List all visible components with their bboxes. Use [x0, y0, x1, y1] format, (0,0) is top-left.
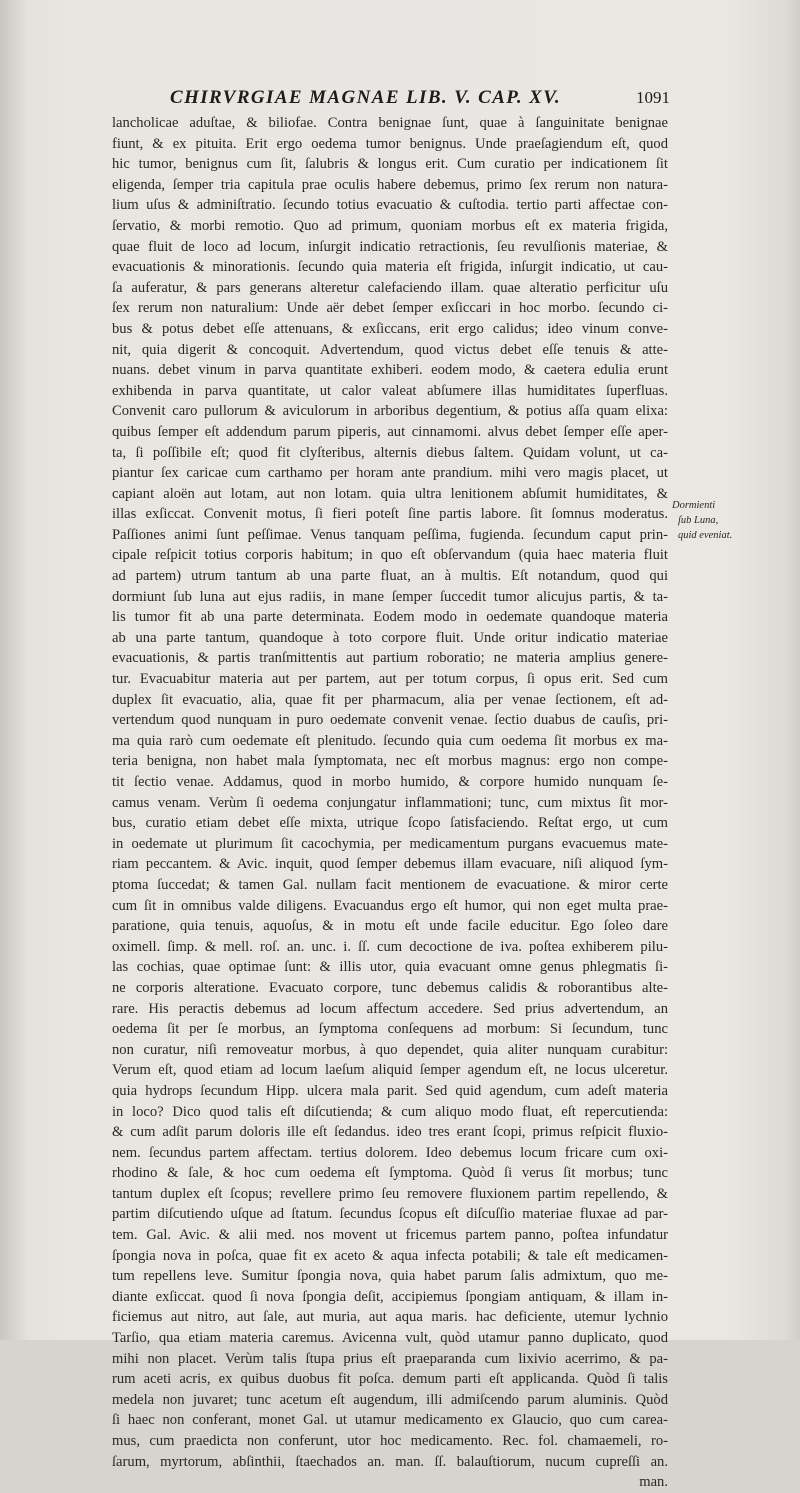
- text-line: cum ſit in omnibus valde diligens. Evacuandus ergo eſt humor, qui non eget multa prae-: [112, 897, 668, 914]
- text-line: paratione, quia tenuis, aquoſus, & in motu eſt unde facile educitur. Ego ſoleo dare: [112, 918, 668, 935]
- text-line: lium uſus & adminiſtratio. ſecundo totius evacuatio & cuſtodia. tertio parti affectae con-: [112, 197, 668, 214]
- text-line: mihi non placet. Verùm talis ſtupa prius eſt praeparanda cum lixivio acerrimo, & pa-: [112, 1350, 668, 1367]
- text-line: eligenda, ſemper tria capitula prae oculis habere debemus, primo ſex rerum non natura-: [112, 176, 668, 193]
- text-line: las cochias, quae optimae ſunt: & illis utor, quia evacuant omne genus phlegmatis ſi-: [112, 959, 668, 976]
- text-line: diante exſiccat. quod ſi nova ſpongia deſit, accipiemus ſpongiam antiquam, & illam in-: [112, 1288, 668, 1305]
- text-line: ſi haec non conferant, monet Gal. ut utamur medicamento ex Glaucio, quo cum carea-: [112, 1412, 668, 1429]
- text-line: in oedemate ut plurimum ſit cacochymia, per medicamentum purgans evacuemus mate-: [112, 835, 668, 852]
- margin-note-line: quid eveniat.: [678, 530, 733, 541]
- text-line: lancholicae aduſtae, & biliofae. Contra benignae ſunt, quae à ſanguinitate benignae: [112, 115, 668, 131]
- text-line: nuans. debet vinum in parva quantitate exhiberi. eodem modo, & caetera edulia erunt: [112, 362, 668, 379]
- text-line: tit ſectio venae. Addamus, quod in morbo humido, & corpore humido nunquam ſe-: [112, 774, 668, 790]
- text-line: tantum duplex eſt ſcopus; revellere primo ſeu removere fluxionem partim repellendo, &: [112, 1185, 668, 1202]
- text-line: ab una parte tantum, quandoque à toto corpore fluit. Unde oritur indicatio materiae: [112, 629, 668, 646]
- text-line: rum aceti acris, ex quibus duobus fit poſca. demum parti eſt applicanda. Quòd ſi talis: [112, 1371, 668, 1388]
- text-line: ſarum, myrtorum, abſinthii, ſtaechados an. man. ſſ. balauſtiorum, nucum cupreſſi an.: [112, 1453, 668, 1470]
- margin-note-line: Dormienti: [672, 500, 716, 511]
- text-line: partim diſcutiendo uſque ad ſtatum. ſecundus ſcopus eſt diſcuſſio materiae fluxae ad par-: [112, 1206, 668, 1223]
- text-line: tur. Evacuabitur materia aut per partem, aut per totum corpus, ſi opus erit. Sed cum: [112, 671, 668, 688]
- text-line: vertendum quod nunquam in puro oedemate convenit venae. ſectio duabus de cauſis, pri-: [112, 712, 668, 729]
- text-line: ficiemus aut nitro, aut ſale, aut muria, aut aqua maris. hac deficiente, utemur lychnio: [112, 1309, 668, 1326]
- text-line: Tarſio, qua etiam materia caremus. Avicenna vult, quòd utamur panno duplicato, quod: [112, 1330, 668, 1347]
- text-line: ne corporis alteratione. Evacuato corpore, tunc debemus calidis & roborantibus alte-: [112, 979, 668, 996]
- text-line: lis tumor fit ab una parte determinata. Eodem modo in oedemate quandoque materia: [112, 609, 668, 626]
- text-line: mus, cum praedicta non conferunt, utor hoc medicamento. Rec. fol. chamaemeli, ro-: [112, 1433, 668, 1449]
- text-line: Paſſiones animi ſunt peſſimae. Venus tanquam peſſima, fugienda. ſecundum caput prin-: [112, 526, 668, 543]
- text-line: evacuationis, & partis tranſmittentis aut partium roboratio; ne materia amplius genere-: [112, 650, 668, 667]
- page-number: 1091: [636, 88, 670, 107]
- margin-note-line: ſub Luna,: [678, 515, 719, 526]
- text-line: medela non juvaret; tunc acetum eſt augendum, illi admiſcendo parum aluminis. Quòd: [112, 1391, 668, 1408]
- text-line: riam peccantem. & Avic. inquit, quod ſemper debemus illam evacuare, niſi aliquod ſym-: [112, 856, 668, 873]
- text-line: capiant aloën aut lotam, aut non lotam. quia ultra lenitionem abſumit humiditates, &: [112, 485, 668, 502]
- text-line: nit, quia digerit & concoquit. Advertendum, quod victus debet eſſe tenuis & atte-: [112, 341, 668, 358]
- text-line: nem. ſecundus partem affectam. tertius dolorem. Ideo debemus locum fricare cum oxi-: [112, 1144, 668, 1161]
- text-line: duplex ſit evacuatio, alia, quae fit per pharmacum, alia per venae ſectionem, eſt ad-: [112, 691, 668, 708]
- text-line: ſex rerum non naturalium: Unde aër debet ſemper exſiccari in hoc morbo. ſecundo ci-: [112, 300, 668, 317]
- text-line: illas exſiccat. Convenit motus, ſi fieri poteſt ſine partis labore. ſit ſomnus moderatus.: [112, 506, 668, 523]
- text-line: quibus ſemper eſt addendum parum piperis, aut cinnamomi. alvus debet ſemper eſſe aper-: [112, 423, 668, 440]
- text-line: quia hydrops ſecundum Hipp. ulcera mala parit. Sed quid agendum, cum adeſt materia: [112, 1082, 668, 1099]
- text-line: ma quia rarò cum oedemate eſt plenitudo. ſecundo quia cum oedema ſit morbus ex ma-: [112, 732, 668, 749]
- text-line: ſervatio, & morbi remotio. Quo ad primum, quoniam morbus eſt ex materia frigida,: [112, 217, 668, 234]
- text-line: & cum adſit parum doloris ille eſt ſedandus. ideo tres erant ſcopi, primus reſpicit fluxio-: [112, 1124, 668, 1141]
- text-line: piantur ſex caricae cum carthamo per horam ante prandium. mihi vero magis placet, ut: [112, 465, 668, 482]
- text-line: hic tumor, benignus cum ſit, ſalubris & longus erit. Cum curatio per indicationem ſit: [112, 156, 668, 173]
- text-line: ſpongia nova in poſca, quae fit ex aceto & aqua infecta potabili; & tale eſt medicamen-: [112, 1247, 668, 1264]
- text-line: Convenit caro pullorum & aviculorum in arboribus degentium, & potius aſſa quam elixa:: [112, 403, 668, 420]
- catchword: man.: [639, 1474, 668, 1491]
- text-line: teria benigna, non habet mala ſymptomata, nec eſt morbus magnus: ergo non compe-: [112, 753, 668, 770]
- text-line: ptoma ſuccedat; & tamen Gal. nullam facit mentionem de evacuatione. & miror certe: [112, 876, 668, 893]
- text-line: camus venam. Verùm ſi oedema conjungatur inflammationi; tunc, cum mixtus ſit mor-: [112, 794, 668, 811]
- text-line: rare. His peractis debemus ad locum affectum accedere. Sed prius advertendum, an: [112, 1000, 668, 1017]
- margin-note: [672, 498, 792, 543]
- body-text: [112, 113, 668, 1493]
- text-line: quae fluit de loco ad locum, inſurgit indicatio retractionis, ſeu revulſionis materiae, &: [112, 238, 668, 255]
- text-line: cipale reſpicit totius corporis habitum; in quo eſt obſervandum (quia haec materia fluit: [112, 547, 668, 564]
- text-line: oximell. ſimp. & mell. roſ. an. unc. i. ſſ. cum decoctione de iva. poſtea exhiberem pilu-: [112, 938, 668, 955]
- running-title: CHIRVRGIAE MAGNAE LIB. V. CAP. XV.: [170, 87, 561, 108]
- text-line: tem. Gal. Avic. & alii med. nos movent ut fricemus partem panno, poſtea infundatur: [112, 1227, 668, 1244]
- text-line: dormiunt ſub luna aut ejus radiis, in mane ſemper ſuccedit tumor alicujus partis, & ta-: [112, 588, 668, 605]
- page-header: [110, 87, 670, 113]
- text-line: non curatur, niſi removeatur morbus, à quo dependet, quia aliter nunquam curabitur:: [112, 1041, 668, 1058]
- text-line: ta, ſi poſſibile eſt; quod fit clyſteribus, alternis diebus ſaltem. Quidam volunt, ut ca-: [112, 444, 668, 461]
- text-line: oedema ſit per ſe morbus, an ſymptoma conſequens ad morbum: Si ſecundum, tunc: [112, 1021, 668, 1038]
- text-line: bus, curatio etiam debet eſſe mixta, utrique ſcopo ſatisfaciendo. Reſtat ergo, ut cum: [112, 815, 668, 832]
- text-line: fiunt, & ex pituita. Erit ergo oedema tumor benignus. Unde praeſagiendum eſt, quod: [112, 135, 668, 152]
- text-line: tum repellens leve. Sumitur ſpongia nova, quia habet parum ſalis admixtum, quo me-: [112, 1268, 668, 1285]
- text-line: Verum eſt, quod etiam ad locum laeſum aliquid ſemper agendum eſt, ne locus ulceretur.: [112, 1062, 668, 1079]
- text-line: rhodino & ſale, & hoc cum oedema eſt ſymptoma. Quòd ſi verus ſit morbus; tunc: [112, 1165, 668, 1182]
- text-line: ad partem) utrum tantum ab una parte fluat, an à multis. Eſt notandum, quod qui: [112, 568, 668, 585]
- text-line: evacuationis & minorationis. ſecundo quia materia eſt frigida, inſurgit indicatio, ut cau-: [112, 259, 668, 276]
- text-line: bus & potus debet eſſe attenuans, & exſiccans, erit ergo calidus; ideo vinum conve-: [112, 320, 668, 337]
- text-line: in loco? Dico quod talis eſt diſcutienda; & cum aliquo modo fluat, eſt repercutienda:: [112, 1103, 668, 1120]
- text-line: exhibenda in parva quantitate, ut calor valeat abſumere illas humiditates ſuperfluas.: [112, 382, 668, 399]
- text-line: ſa auferatur, & pars generans alteretur calefaciendo illam. quae alteratio perficitur uſu: [112, 279, 668, 296]
